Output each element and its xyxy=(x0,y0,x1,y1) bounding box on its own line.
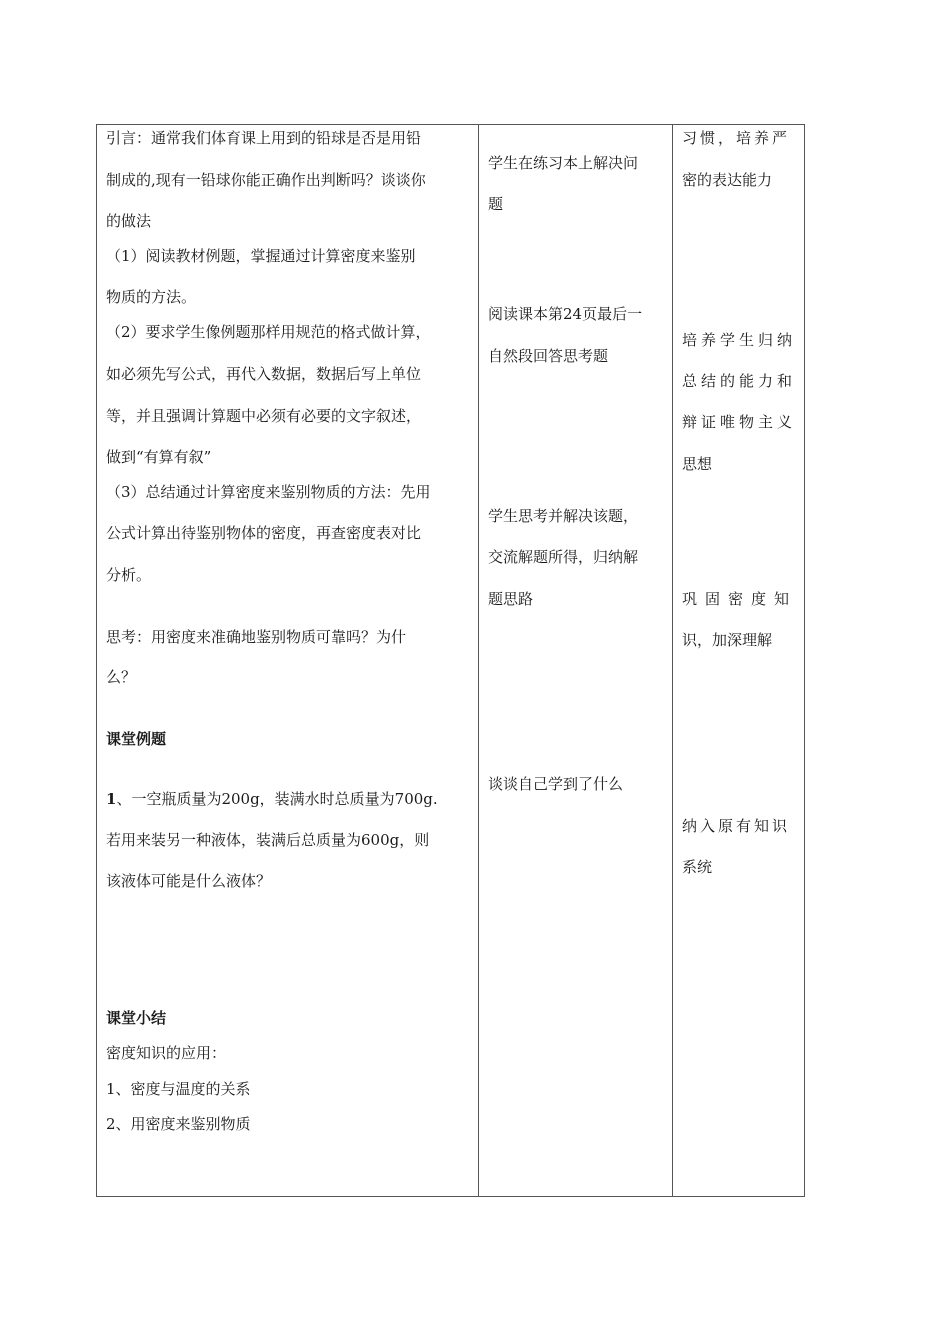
step3-line-1: （3）总结通过计算密度来鉴别物质的方法：先用 xyxy=(106,483,431,501)
activity-3-line-3: 题思路 xyxy=(488,590,534,608)
activity-2-line-2: 自然段回答思考题 xyxy=(488,347,609,365)
purpose-4-line-2: 系统 xyxy=(682,858,713,876)
example-line-3: 该液体可能是什么液体？ xyxy=(106,872,272,890)
column-divider-1 xyxy=(478,125,479,1196)
example-line-2: 若用来装另一种液体，装满后总质量为600g，则 xyxy=(106,831,430,849)
step2-line-4: 做到“有算有叙” xyxy=(106,448,212,466)
summary-line-3: 2、用密度来鉴别物质 xyxy=(106,1115,251,1133)
example-line-1 xyxy=(106,789,438,809)
summary-line-2: 1、密度与温度的关系 xyxy=(106,1080,251,1098)
activity-1-line-1: 学生在练习本上解决问 xyxy=(488,154,639,172)
intro-line-2: 制成的,现有一铅球你能正确作出判断吗？谈谈你 xyxy=(106,171,426,189)
example-heading: 课堂例题 xyxy=(106,730,167,748)
step3-line-2: 公式计算出待鉴别物体的密度，再查密度表对比 xyxy=(106,524,422,542)
step2-line-1: （2）要求学生像例题那样用规范的格式做计算， xyxy=(106,323,431,341)
activity-3-line-1: 学生思考并解决该题， xyxy=(488,507,639,525)
step3-line-3: 分析。 xyxy=(106,566,152,584)
column-divider-2 xyxy=(672,125,673,1196)
lesson-plan-table xyxy=(96,124,805,1197)
purpose-3-line-1: 巩固密度知 xyxy=(682,590,798,608)
purpose-4-line-1: 纳入原有知识 xyxy=(682,817,791,835)
purpose-2-line-2: 总结的能力和 xyxy=(682,372,797,390)
example-number: 1 xyxy=(106,790,117,808)
purpose-1-line-1: 习惯，培养严 xyxy=(682,129,791,147)
purpose-2-line-3: 辩证唯物主义 xyxy=(682,413,797,431)
step2-line-2: 如必须先写公式，再代入数据，数据后写上单位 xyxy=(106,365,422,383)
intro-line-3: 的做法 xyxy=(106,212,152,230)
summary-line-1: 密度知识的应用： xyxy=(106,1044,227,1062)
activity-3-line-2: 交流解题所得，归纳解 xyxy=(488,548,639,566)
step2-line-3: 等，并且强调计算题中必须有必要的文字叙述， xyxy=(106,407,422,425)
think-line-2: 么？ xyxy=(106,668,137,686)
summary-heading: 课堂小结 xyxy=(106,1009,167,1027)
step1-line-1: （1）阅读教材例题，掌握通过计算密度来鉴别 xyxy=(106,247,416,265)
intro-line-1: 引言：通常我们体育课上用到的铅球是否是用铅 xyxy=(106,129,422,147)
purpose-3-line-2: 识，加深理解 xyxy=(682,631,773,649)
activity-4-line-1: 谈谈自己学到了什么 xyxy=(488,775,624,793)
think-line-1: 思考：用密度来准确地鉴别物质可靠吗？为什 xyxy=(106,628,407,646)
activity-1-line-2: 题 xyxy=(488,195,504,213)
activity-2-line-1: 阅读课本第24页最后一 xyxy=(488,305,643,323)
purpose-2-line-4: 思想 xyxy=(682,455,713,473)
purpose-2-line-1: 培养学生归纳 xyxy=(682,331,797,349)
step1-line-2: 物质的方法。 xyxy=(106,288,197,306)
purpose-1-line-2: 密的表达能力 xyxy=(682,171,773,189)
example-text: 、一空瓶质量为200g，装满水时总质量为700g. xyxy=(116,790,438,808)
